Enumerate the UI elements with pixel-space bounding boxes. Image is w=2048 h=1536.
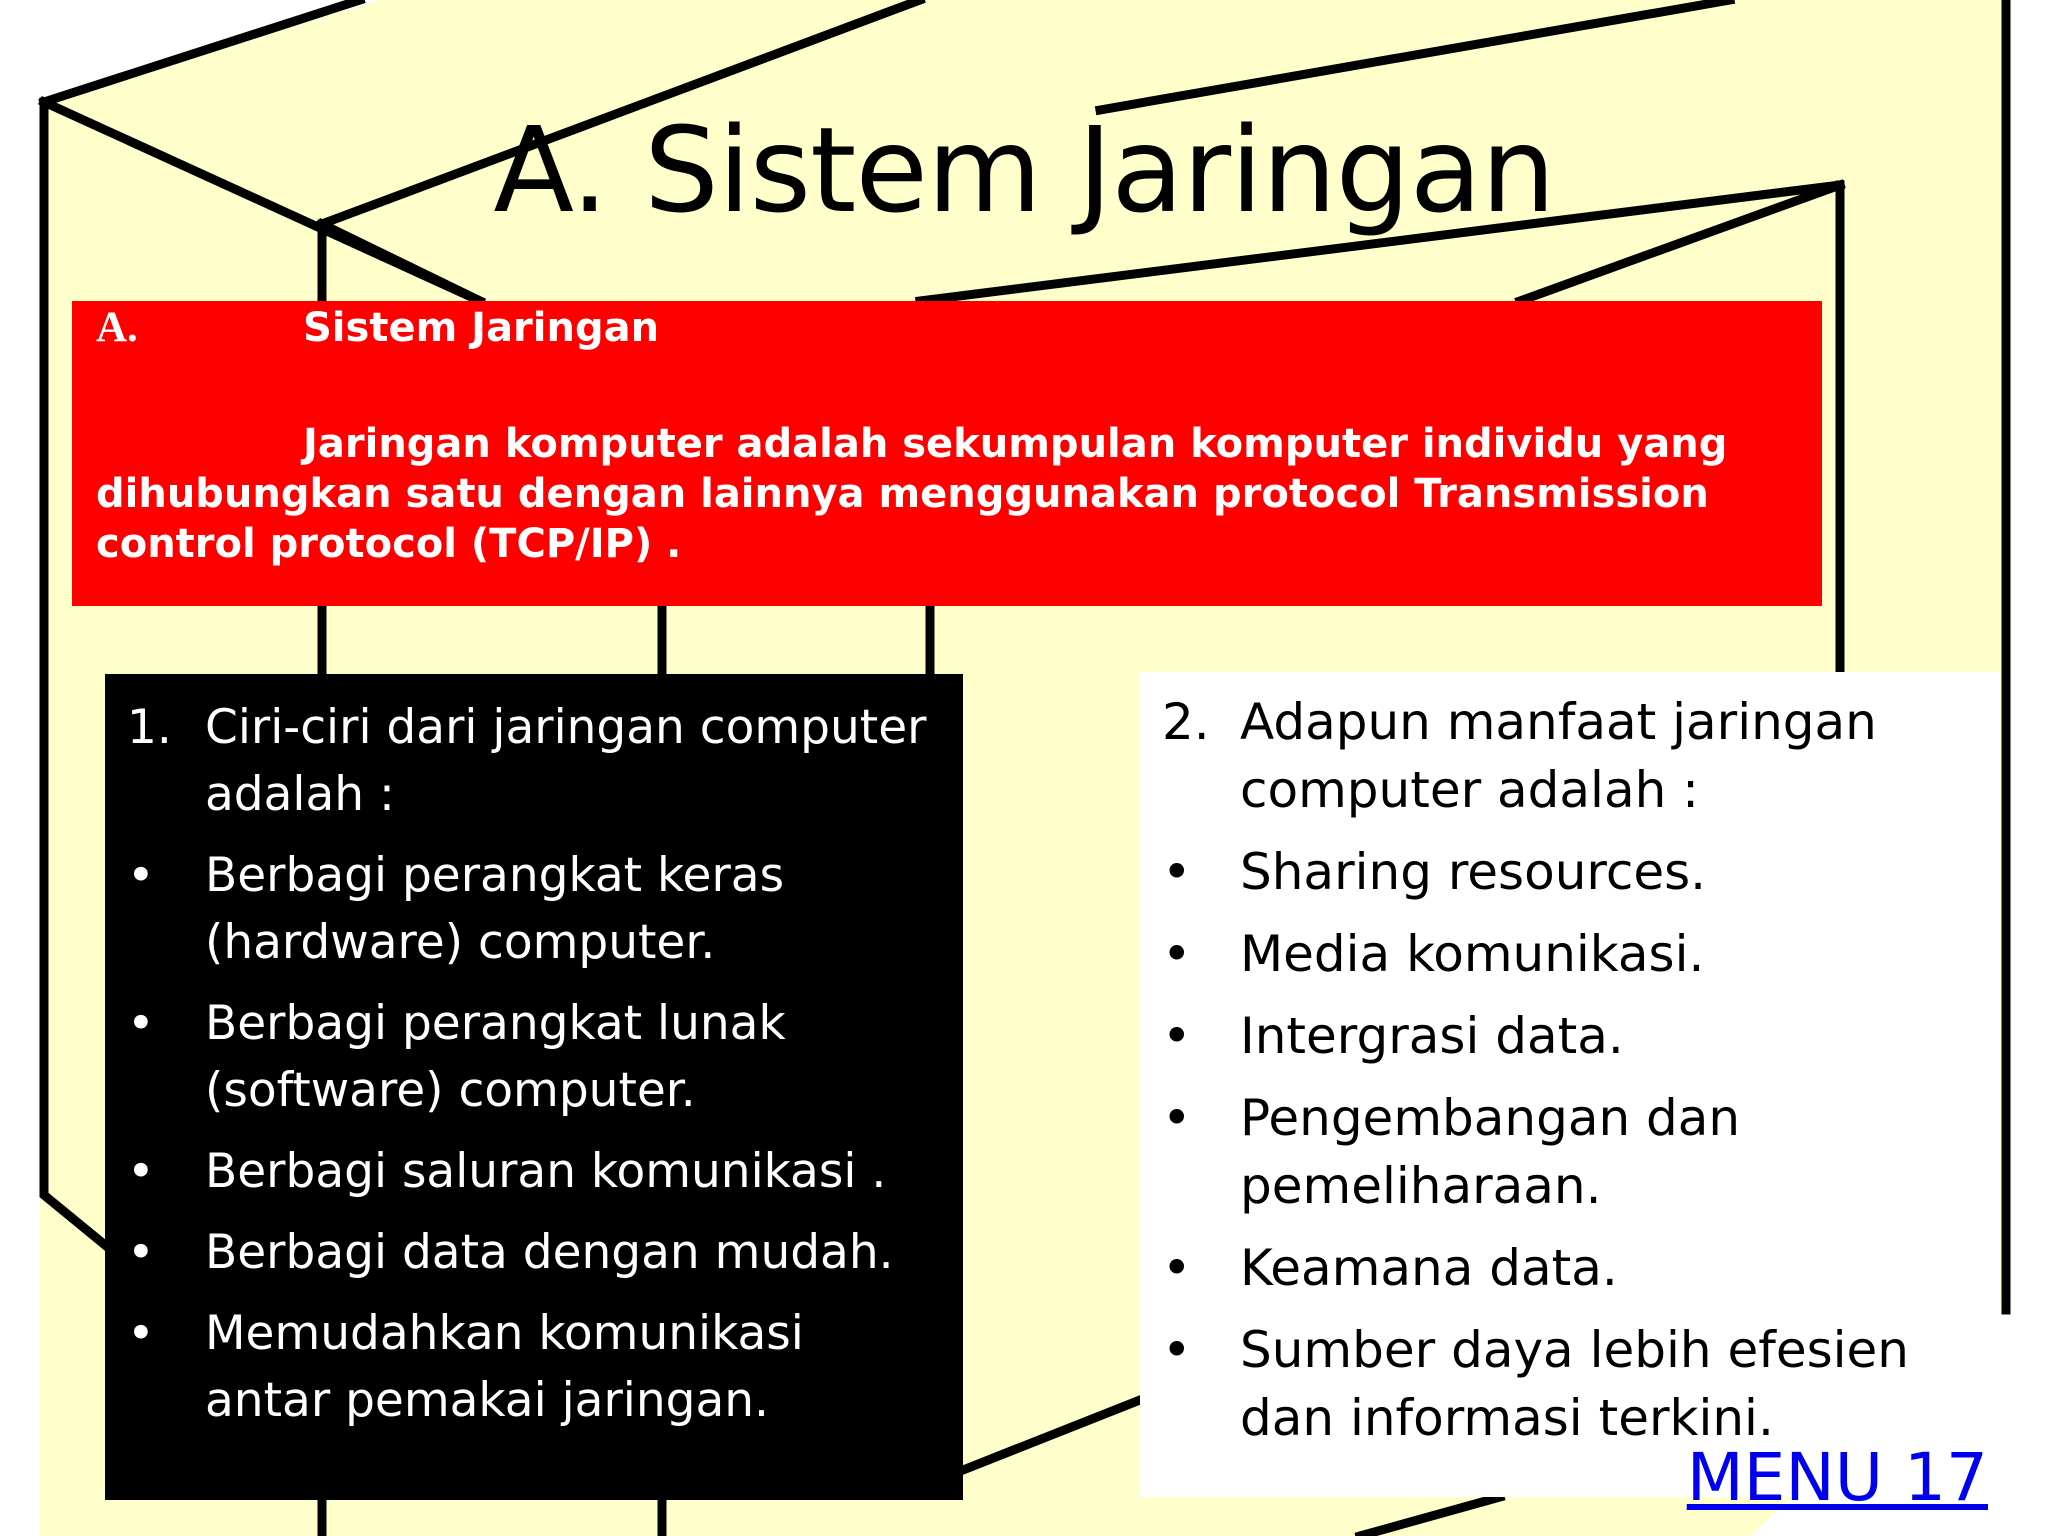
list-item — [1162, 1084, 1976, 1220]
menu-link[interactable]: MENU 17 — [1686, 1439, 1988, 1516]
bullet-icon: • — [1162, 1089, 1192, 1147]
list-item — [1162, 1234, 1976, 1302]
bullet-icon: • — [1162, 843, 1192, 901]
list-heading — [1162, 688, 1976, 824]
list-item — [127, 990, 941, 1124]
list-item — [127, 1219, 941, 1286]
definition-box — [72, 301, 1822, 606]
list-item-text: Berbagi perangkat lunak (software) computer. — [205, 996, 786, 1118]
section-heading: Sistem Jaringan — [303, 305, 660, 351]
list-item — [1162, 1002, 1976, 1070]
list-item-text: Keamana data. — [1240, 1239, 1618, 1297]
list-number: 2. — [1162, 693, 1210, 751]
list-heading — [127, 694, 941, 828]
bullet-icon: • — [127, 1225, 155, 1280]
list-heading-text: Adapun manfaat jaringan computer adalah : — [1240, 693, 1877, 819]
list-item-text: Memudahkan komunikasi antar pemakai jaringan. — [205, 1306, 804, 1428]
definition-header — [96, 303, 1798, 353]
bullet-icon: • — [127, 996, 155, 1051]
list-heading-text: Ciri-ciri dari jaringan computer adalah : — [205, 700, 927, 822]
list-item — [1162, 920, 1976, 988]
bullet-icon: • — [1162, 1321, 1192, 1379]
list-item — [127, 842, 941, 976]
bullet-icon: • — [1162, 1239, 1192, 1297]
page-title: A. Sistem Jaringan — [493, 101, 1555, 239]
list-item-text: Pengembangan dan pemeliharaan. — [1240, 1089, 1741, 1215]
list-item — [127, 1300, 941, 1434]
list-number: 1. — [127, 700, 172, 755]
list-item-text: Intergrasi data. — [1240, 1007, 1624, 1065]
list-item-text: Berbagi perangkat keras (hardware) computer. — [205, 848, 785, 970]
bullet-icon: • — [1162, 1007, 1192, 1065]
bullet-icon: • — [1162, 925, 1192, 983]
section-letter: A. — [96, 304, 138, 351]
bullet-icon: • — [127, 1306, 155, 1361]
characteristics-box — [105, 674, 963, 1500]
definition-paragraph: Jaringan komputer adalah sekumpulan komputer individu yang dihubungkan satu dengan lainnya menggunakan protocol Transmission control protocol (TCP/IP) . — [96, 421, 1728, 567]
list-item-text: Berbagi saluran komunikasi . — [205, 1144, 887, 1199]
list-item — [1162, 838, 1976, 906]
list-item-text: Sharing resources. — [1240, 843, 1707, 901]
bullet-icon: • — [127, 1144, 155, 1199]
list-item — [127, 1138, 941, 1205]
list-item — [1162, 1316, 1976, 1452]
bullet-icon: • — [127, 848, 155, 903]
list-item-text: Berbagi data dengan mudah. — [205, 1225, 894, 1280]
benefits-box — [1140, 672, 2000, 1497]
list-item-text: Sumber daya lebih efesien dan informasi terkini. — [1240, 1321, 1909, 1447]
list-item-text: Media komunikasi. — [1240, 925, 1705, 983]
